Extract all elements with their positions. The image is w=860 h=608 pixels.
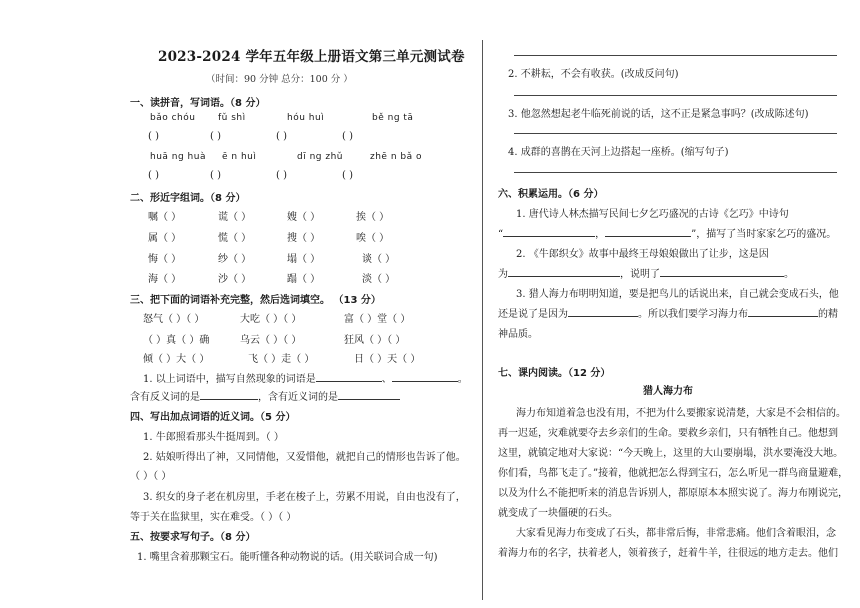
- question-text: ，: [595, 229, 606, 240]
- question-text: 2. 不耕耘，不会有收获。(改成反问句): [508, 69, 679, 80]
- question-text: 还是说了是因为: [498, 309, 568, 320]
- idiom-item[interactable]: 倾（ ）大（ ）: [143, 354, 210, 365]
- story-line: 大家看见海力布变成了石头，都非常后悔，非常悲痛。他们含着眼泪，念: [516, 528, 836, 539]
- word-item[interactable]: 纱（ ）: [218, 254, 252, 265]
- answer-line[interactable]: [200, 388, 258, 400]
- section-2-heading: 二、形近字组词。（8 分）: [130, 193, 246, 204]
- section-5-heading: 五、按要求写句子。（8 分）: [130, 532, 256, 543]
- question-text: “: [498, 229, 504, 240]
- question-text: 1. 嘴里含着那颗宝石。能听懂各种动物说的话。(用关联词合成一句): [137, 552, 438, 563]
- word-item[interactable]: 塌（ ）: [287, 254, 321, 265]
- word-item[interactable]: 搜（ ）: [287, 233, 321, 244]
- idiom-item[interactable]: 狂风（ ）（ ）: [344, 335, 406, 346]
- answer-blank[interactable]: ( ): [210, 131, 221, 142]
- answer-line[interactable]: [748, 305, 818, 317]
- word-item[interactable]: 谈（ ）: [362, 254, 396, 265]
- story-title: 猎人海力布: [643, 386, 693, 397]
- answer-blank[interactable]: ( ): [148, 131, 159, 142]
- answer-line[interactable]: [503, 225, 595, 237]
- answer-line[interactable]: [568, 305, 638, 317]
- question-text: 1. 牛郎照看那头牛挺周到。（ ）: [143, 432, 284, 443]
- story-line: 就变成了一块僵硬的石头。: [498, 508, 618, 519]
- idiom-item[interactable]: （ ）真（ ）确: [143, 335, 210, 346]
- word-item[interactable]: 属（ ）: [148, 233, 182, 244]
- question-text: 2. 《牛郎织女》故事中最终王母娘娘做出了让步，这是因: [516, 249, 769, 260]
- answer-blank[interactable]: ( ): [276, 131, 287, 142]
- answer-blank[interactable]: ( ): [342, 170, 353, 181]
- answer-line[interactable]: [514, 133, 837, 134]
- column-divider: [482, 40, 483, 600]
- pinyin-3: hóu huì: [287, 113, 325, 123]
- pinyin-2: fǔ shì: [218, 113, 246, 123]
- word-item[interactable]: 唉（ ）: [356, 233, 390, 244]
- idiom-item[interactable]: 日（ ）天（ ）: [354, 354, 421, 365]
- story-line: 你们看，鸟都飞走了。”接着，他就把怎么得到宝石，怎么听见一群鸟商量避难，: [498, 468, 849, 479]
- story-line: 海力布知道着急也没有用，不把为什么要搬家说清楚，大家是不会相信的。: [516, 408, 846, 419]
- section-6-heading: 六、积累运用。（6 分）: [498, 189, 604, 200]
- word-item[interactable]: 谎（ ）: [218, 212, 252, 223]
- idiom-item[interactable]: 乌云（ ）（ ）: [240, 335, 302, 346]
- section-1-heading: 一、读拼音，写词语。（8 分）: [130, 98, 266, 109]
- question-text: [498, 225, 836, 240]
- question-text: [498, 265, 794, 280]
- answer-blank[interactable]: ( ): [276, 170, 287, 181]
- question-text: 3. 织女的身子老在机房里，手老在梭子上，劳累不用说，自由也没有了，: [143, 492, 466, 503]
- word-item[interactable]: 慌（ ）: [218, 233, 252, 244]
- question-text: 3. 他忽然想起老牛临死前说的话，这不正是紧急事吗？(改成陈述句): [508, 109, 809, 120]
- word-item[interactable]: 悔（ ）: [148, 254, 182, 265]
- page-title: 2023-2024 学年五年级上册语文第三单元测试卷: [158, 49, 465, 65]
- question-text: 3. 猎人海力布明明知道，要是把鸟儿的话说出来，自己就会变成石头，他: [516, 289, 839, 300]
- section-7-heading: 七、课内阅读。（12 分）: [498, 368, 611, 379]
- question-text: 等于关在监狱里，实在难受。（ ）（ ）: [130, 512, 297, 523]
- story-line: 以及为什么不能把听来的消息告诉别人，都原原本本照实说了。海力布刚说完，: [498, 488, 848, 499]
- question-text: 的精: [818, 309, 838, 320]
- question-text: ，说明了: [620, 269, 660, 280]
- answer-line[interactable]: [338, 388, 400, 400]
- question-text: [130, 388, 400, 403]
- answer-line[interactable]: [316, 370, 382, 382]
- idiom-item[interactable]: 大吃（ ）（ ）: [240, 314, 302, 325]
- story-line: 再一迟延，灾难就要夺去乡亲们的生命。要救乡亲们，只有牺牲自己。他想到: [498, 428, 838, 439]
- question-text: 1. 以上词语中，描写自然现象的词语是: [143, 374, 316, 385]
- question-text: 含有反义词的是: [130, 392, 200, 403]
- pinyin-1: bǎo chóu: [150, 113, 196, 123]
- question-text: 神品质。: [498, 329, 538, 340]
- section-3-heading: 三、把下面的词语补充完整，然后选词填空。 （13 分）: [130, 295, 381, 306]
- question-text: 为: [498, 269, 508, 280]
- answer-blank[interactable]: ( ): [148, 170, 159, 181]
- question-text: [498, 305, 838, 320]
- question-text: ”，描写了当时家家乞巧的盛况。: [691, 229, 837, 240]
- answer-line[interactable]: [605, 225, 691, 237]
- word-item[interactable]: 蹋（ ）: [287, 274, 321, 285]
- pinyin-6: ē n huì: [222, 152, 257, 162]
- section-4-heading: 四、写出加点词语的近义词。（5 分）: [130, 412, 296, 423]
- pinyin-8: zhē n bǎ o: [370, 152, 422, 162]
- answer-line[interactable]: [508, 265, 620, 277]
- word-item[interactable]: 嫂（ ）: [287, 212, 321, 223]
- answer-blank[interactable]: （ ）（ ）: [130, 471, 172, 482]
- word-item[interactable]: 挨（ ）: [356, 212, 390, 223]
- idiom-item[interactable]: 飞（ ）走（ ）: [248, 354, 315, 365]
- story-line: 这里，就镇定地对大家说：“今天晚上，这里的大山要崩塌，洪水要淹没大地。: [498, 448, 844, 459]
- question-text: 。所以我们要学习海力布: [638, 309, 748, 320]
- question-text: 4. 成群的喜鹊在天河上边搭起一座桥。(缩写句子): [508, 147, 729, 158]
- question-text: 1. 唐代诗人林杰描写民间七夕乞巧盛况的古诗《乞巧》中诗句: [516, 209, 789, 220]
- idiom-item[interactable]: 怒气（ ）（ ）: [143, 314, 205, 325]
- pinyin-4: bě ng tā: [372, 113, 414, 123]
- answer-blank[interactable]: ( ): [210, 170, 221, 181]
- exam-info: （时间：90 分钟 总分：100 分 ）: [206, 74, 353, 85]
- question-text: 。: [784, 269, 794, 280]
- answer-line[interactable]: [514, 172, 837, 173]
- answer-line[interactable]: [514, 55, 837, 56]
- question-text: 2. 姑娘听得出了神，又同情他，又爱惜他，就把自己的情形也告诉了他。: [143, 452, 466, 463]
- answer-line[interactable]: [514, 95, 837, 96]
- question-text: ，含有近义词的是: [258, 392, 338, 403]
- story-line: 着海力布的名字，扶着老人，领着孩子，赶着牛羊，往很远的地方走去。他们: [498, 548, 838, 559]
- word-item[interactable]: 海（ ）: [148, 274, 182, 285]
- word-item[interactable]: 嘱（ ）: [148, 212, 182, 223]
- answer-blank[interactable]: ( ): [342, 131, 353, 142]
- answer-line[interactable]: [392, 370, 458, 382]
- answer-line[interactable]: [660, 265, 784, 277]
- word-item[interactable]: 淡（ ）: [362, 274, 396, 285]
- pinyin-7: dī ng zhǔ: [297, 152, 343, 162]
- pinyin-5: huā ng huà: [150, 152, 206, 162]
- question-text: 1. 以上词语中，描写自然现象的词语是 、 。: [143, 370, 468, 385]
- word-item[interactable]: 沙（ ）: [218, 274, 252, 285]
- idiom-item[interactable]: 富（ ）堂（ ）: [344, 314, 411, 325]
